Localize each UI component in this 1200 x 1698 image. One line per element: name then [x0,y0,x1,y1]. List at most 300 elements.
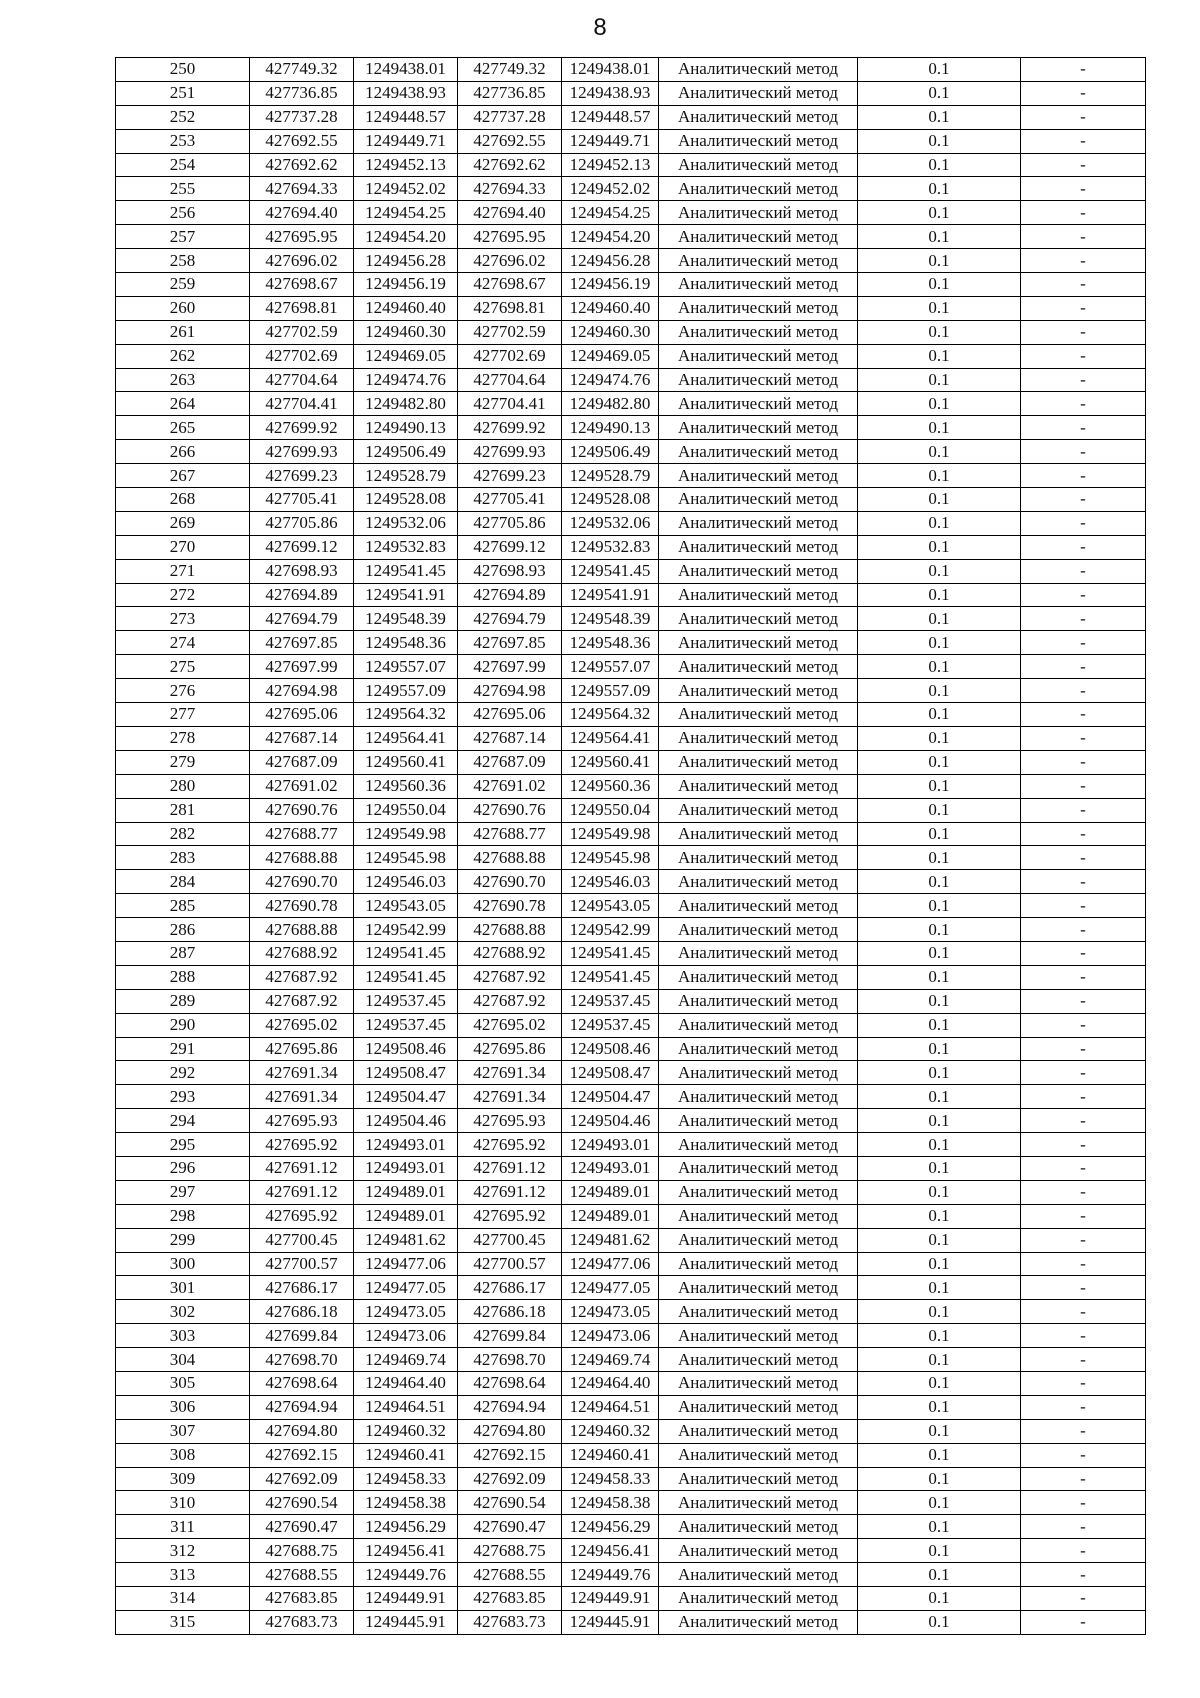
x-coord-cell: 427749.32 [250,58,354,82]
table-row [116,607,1146,631]
y-coord-copy-cell: 1249448.57 [562,105,659,129]
method-cell: Аналитический метод [659,1180,858,1204]
method-cell: Аналитический метод [659,1061,858,1085]
y-coord-copy-cell: 1249532.06 [562,511,659,535]
table-row [116,177,1146,201]
x-coord-copy-cell: 427704.41 [458,392,562,416]
point-number-cell: 296 [116,1156,250,1180]
y-coord-copy-cell: 1249560.36 [562,774,659,798]
point-number-cell: 278 [116,726,250,750]
x-coord-cell: 427683.85 [250,1587,354,1611]
note-cell: - [1021,273,1146,297]
x-coord-copy-cell: 427698.70 [458,1348,562,1372]
accuracy-cell: 0.1 [858,1348,1021,1372]
y-coord-cell: 1249560.36 [354,774,458,798]
x-coord-copy-cell: 427698.93 [458,559,562,583]
y-coord-cell: 1249490.13 [354,416,458,440]
y-coord-copy-cell: 1249438.93 [562,81,659,105]
method-cell: Аналитический метод [659,249,858,273]
note-cell: - [1021,1133,1146,1157]
x-coord-cell: 427705.41 [250,488,354,512]
table-row [116,1491,1146,1515]
accuracy-cell: 0.1 [858,440,1021,464]
x-coord-cell: 427736.85 [250,81,354,105]
y-coord-cell: 1249458.33 [354,1467,458,1491]
x-coord-cell: 427694.80 [250,1419,354,1443]
x-coord-copy-cell: 427692.55 [458,129,562,153]
y-coord-cell: 1249454.25 [354,201,458,225]
x-coord-copy-cell: 427690.54 [458,1491,562,1515]
accuracy-cell: 0.1 [858,105,1021,129]
accuracy-cell: 0.1 [858,1371,1021,1395]
table-row [116,249,1146,273]
method-cell: Аналитический метод [659,870,858,894]
y-coord-cell: 1249548.39 [354,607,458,631]
method-cell: Аналитический метод [659,320,858,344]
point-number-cell: 305 [116,1371,250,1395]
accuracy-cell: 0.1 [858,320,1021,344]
y-coord-cell: 1249449.76 [354,1563,458,1587]
note-cell: - [1021,1204,1146,1228]
y-coord-copy-cell: 1249477.05 [562,1276,659,1300]
accuracy-cell: 0.1 [858,583,1021,607]
y-coord-copy-cell: 1249550.04 [562,798,659,822]
table-row [116,774,1146,798]
point-number-cell: 266 [116,440,250,464]
y-coord-copy-cell: 1249469.74 [562,1348,659,1372]
y-coord-copy-cell: 1249541.45 [562,965,659,989]
note-cell: - [1021,703,1146,727]
method-cell: Аналитический метод [659,344,858,368]
x-coord-copy-cell: 427691.12 [458,1180,562,1204]
method-cell: Аналитический метод [659,1037,858,1061]
x-coord-cell: 427690.76 [250,798,354,822]
method-cell: Аналитический метод [659,273,858,297]
x-coord-cell: 427699.84 [250,1324,354,1348]
method-cell: Аналитический метод [659,225,858,249]
method-cell: Аналитический метод [659,1348,858,1372]
table-row [116,416,1146,440]
y-coord-cell: 1249489.01 [354,1180,458,1204]
note-cell: - [1021,58,1146,82]
accuracy-cell: 0.1 [858,58,1021,82]
accuracy-cell: 0.1 [858,1610,1021,1634]
method-cell: Аналитический метод [659,488,858,512]
y-coord-copy-cell: 1249473.06 [562,1324,659,1348]
point-number-cell: 306 [116,1395,250,1419]
accuracy-cell: 0.1 [858,368,1021,392]
note-cell: - [1021,1037,1146,1061]
page-number: 8 [593,14,607,41]
x-coord-copy-cell: 427690.76 [458,798,562,822]
table-row [116,798,1146,822]
table-row [116,1276,1146,1300]
table-body [116,58,1146,1635]
y-coord-copy-cell: 1249541.45 [562,941,659,965]
point-number-cell: 291 [116,1037,250,1061]
accuracy-cell: 0.1 [858,918,1021,942]
x-coord-cell: 427695.06 [250,703,354,727]
point-number-cell: 307 [116,1419,250,1443]
accuracy-cell: 0.1 [858,1300,1021,1324]
y-coord-copy-cell: 1249477.06 [562,1252,659,1276]
point-number-cell: 281 [116,798,250,822]
accuracy-cell: 0.1 [858,129,1021,153]
y-coord-copy-cell: 1249449.91 [562,1587,659,1611]
y-coord-copy-cell: 1249532.83 [562,535,659,559]
y-coord-copy-cell: 1249460.41 [562,1443,659,1467]
table-row [116,368,1146,392]
y-coord-cell: 1249564.41 [354,726,458,750]
x-coord-cell: 427704.64 [250,368,354,392]
y-coord-cell: 1249449.91 [354,1587,458,1611]
y-coord-copy-cell: 1249489.01 [562,1204,659,1228]
note-cell: - [1021,822,1146,846]
x-coord-copy-cell: 427687.92 [458,989,562,1013]
x-coord-copy-cell: 427694.33 [458,177,562,201]
note-cell: - [1021,1539,1146,1563]
x-coord-copy-cell: 427694.80 [458,1419,562,1443]
y-coord-copy-cell: 1249445.91 [562,1610,659,1634]
y-coord-cell: 1249541.45 [354,559,458,583]
x-coord-copy-cell: 427699.93 [458,440,562,464]
method-cell: Аналитический метод [659,846,858,870]
note-cell: - [1021,1348,1146,1372]
point-number-cell: 253 [116,129,250,153]
table-row [116,1133,1146,1157]
note-cell: - [1021,320,1146,344]
point-number-cell: 260 [116,296,250,320]
x-coord-cell: 427688.55 [250,1563,354,1587]
y-coord-copy-cell: 1249545.98 [562,846,659,870]
method-cell: Аналитический метод [659,941,858,965]
accuracy-cell: 0.1 [858,464,1021,488]
accuracy-cell: 0.1 [858,201,1021,225]
y-coord-copy-cell: 1249454.20 [562,225,659,249]
y-coord-copy-cell: 1249557.09 [562,679,659,703]
note-cell: - [1021,1156,1146,1180]
note-cell: - [1021,655,1146,679]
note-cell: - [1021,1228,1146,1252]
y-coord-copy-cell: 1249490.13 [562,416,659,440]
table-row [116,1587,1146,1611]
x-coord-copy-cell: 427697.85 [458,631,562,655]
x-coord-copy-cell: 427686.18 [458,1300,562,1324]
method-cell: Аналитический метод [659,965,858,989]
method-cell: Аналитический метод [659,1491,858,1515]
x-coord-cell: 427695.93 [250,1109,354,1133]
y-coord-cell: 1249545.98 [354,846,458,870]
note-cell: - [1021,965,1146,989]
y-coord-copy-cell: 1249458.38 [562,1491,659,1515]
accuracy-cell: 0.1 [858,1180,1021,1204]
x-coord-copy-cell: 427695.95 [458,225,562,249]
y-coord-copy-cell: 1249460.30 [562,320,659,344]
y-coord-cell: 1249460.41 [354,1443,458,1467]
table-row [116,440,1146,464]
accuracy-cell: 0.1 [858,1276,1021,1300]
note-cell: - [1021,488,1146,512]
y-coord-cell: 1249543.05 [354,894,458,918]
table-row [116,1443,1146,1467]
y-coord-cell: 1249537.45 [354,989,458,1013]
note-cell: - [1021,1515,1146,1539]
accuracy-cell: 0.1 [858,1228,1021,1252]
y-coord-cell: 1249460.30 [354,320,458,344]
y-coord-cell: 1249464.51 [354,1395,458,1419]
accuracy-cell: 0.1 [858,1587,1021,1611]
table-row [116,583,1146,607]
y-coord-copy-cell: 1249456.28 [562,249,659,273]
x-coord-cell: 427691.12 [250,1156,354,1180]
x-coord-cell: 427691.12 [250,1180,354,1204]
y-coord-copy-cell: 1249542.99 [562,918,659,942]
note-cell: - [1021,1587,1146,1611]
y-coord-cell: 1249456.28 [354,249,458,273]
x-coord-cell: 427688.77 [250,822,354,846]
accuracy-cell: 0.1 [858,153,1021,177]
method-cell: Аналитический метод [659,655,858,679]
y-coord-cell: 1249560.41 [354,750,458,774]
x-coord-cell: 427687.09 [250,750,354,774]
method-cell: Аналитический метод [659,1300,858,1324]
note-cell: - [1021,1300,1146,1324]
y-coord-cell: 1249449.71 [354,129,458,153]
table-row [116,511,1146,535]
y-coord-cell: 1249489.01 [354,1204,458,1228]
x-coord-copy-cell: 427694.94 [458,1395,562,1419]
y-coord-cell: 1249541.91 [354,583,458,607]
y-coord-cell: 1249550.04 [354,798,458,822]
y-coord-copy-cell: 1249460.32 [562,1419,659,1443]
point-number-cell: 276 [116,679,250,703]
table-row [116,1156,1146,1180]
table-row [116,464,1146,488]
x-coord-cell: 427688.88 [250,918,354,942]
method-cell: Аналитический метод [659,1252,858,1276]
point-number-cell: 252 [116,105,250,129]
y-coord-cell: 1249542.99 [354,918,458,942]
method-cell: Аналитический метод [659,1228,858,1252]
table-row [116,822,1146,846]
x-coord-cell: 427695.02 [250,1013,354,1037]
y-coord-copy-cell: 1249456.19 [562,273,659,297]
x-coord-copy-cell: 427694.40 [458,201,562,225]
x-coord-cell: 427691.02 [250,774,354,798]
table-row [116,1419,1146,1443]
y-coord-copy-cell: 1249506.49 [562,440,659,464]
coordinates-table [115,57,1146,1635]
x-coord-copy-cell: 427687.09 [458,750,562,774]
x-coord-copy-cell: 427695.92 [458,1133,562,1157]
y-coord-copy-cell: 1249454.25 [562,201,659,225]
x-coord-cell: 427700.57 [250,1252,354,1276]
note-cell: - [1021,726,1146,750]
x-coord-copy-cell: 427698.64 [458,1371,562,1395]
method-cell: Аналитический метод [659,750,858,774]
y-coord-copy-cell: 1249482.80 [562,392,659,416]
note-cell: - [1021,129,1146,153]
x-coord-cell: 427686.17 [250,1276,354,1300]
y-coord-cell: 1249549.98 [354,822,458,846]
accuracy-cell: 0.1 [858,273,1021,297]
accuracy-cell: 0.1 [858,1419,1021,1443]
x-coord-cell: 427699.23 [250,464,354,488]
note-cell: - [1021,1324,1146,1348]
note-cell: - [1021,1443,1146,1467]
y-coord-cell: 1249473.05 [354,1300,458,1324]
x-coord-cell: 427688.75 [250,1539,354,1563]
accuracy-cell: 0.1 [858,511,1021,535]
x-coord-cell: 427688.88 [250,846,354,870]
y-coord-cell: 1249557.09 [354,679,458,703]
y-coord-cell: 1249564.32 [354,703,458,727]
accuracy-cell: 0.1 [858,1443,1021,1467]
x-coord-cell: 427687.14 [250,726,354,750]
y-coord-copy-cell: 1249456.41 [562,1539,659,1563]
x-coord-cell: 427698.64 [250,1371,354,1395]
method-cell: Аналитический метод [659,1156,858,1180]
note-cell: - [1021,1085,1146,1109]
x-coord-cell: 427691.34 [250,1061,354,1085]
accuracy-cell: 0.1 [858,655,1021,679]
table-row [116,1563,1146,1587]
accuracy-cell: 0.1 [858,1085,1021,1109]
x-coord-cell: 427699.93 [250,440,354,464]
y-coord-cell: 1249532.83 [354,535,458,559]
x-coord-cell: 427702.59 [250,320,354,344]
table-row [116,201,1146,225]
x-coord-cell: 427692.09 [250,1467,354,1491]
point-number-cell: 254 [116,153,250,177]
accuracy-cell: 0.1 [858,870,1021,894]
accuracy-cell: 0.1 [858,1204,1021,1228]
accuracy-cell: 0.1 [858,1133,1021,1157]
x-coord-cell: 427694.89 [250,583,354,607]
method-cell: Аналитический метод [659,368,858,392]
y-coord-copy-cell: 1249460.40 [562,296,659,320]
y-coord-cell: 1249473.06 [354,1324,458,1348]
x-coord-cell: 427695.86 [250,1037,354,1061]
x-coord-copy-cell: 427697.99 [458,655,562,679]
y-coord-copy-cell: 1249504.46 [562,1109,659,1133]
y-coord-cell: 1249460.32 [354,1419,458,1443]
point-number-cell: 280 [116,774,250,798]
accuracy-cell: 0.1 [858,1156,1021,1180]
x-coord-copy-cell: 427694.98 [458,679,562,703]
x-coord-cell: 427697.99 [250,655,354,679]
table-row [116,870,1146,894]
y-coord-cell: 1249537.45 [354,1013,458,1037]
method-cell: Аналитический метод [659,1395,858,1419]
point-number-cell: 288 [116,965,250,989]
x-coord-copy-cell: 427749.32 [458,58,562,82]
note-cell: - [1021,1013,1146,1037]
method-cell: Аналитический метод [659,679,858,703]
accuracy-cell: 0.1 [858,1539,1021,1563]
y-coord-cell: 1249452.02 [354,177,458,201]
point-number-cell: 285 [116,894,250,918]
point-number-cell: 308 [116,1443,250,1467]
table-row [116,941,1146,965]
y-coord-cell: 1249474.76 [354,368,458,392]
point-number-cell: 290 [116,1013,250,1037]
note-cell: - [1021,559,1146,583]
y-coord-copy-cell: 1249548.36 [562,631,659,655]
point-number-cell: 299 [116,1228,250,1252]
y-coord-copy-cell: 1249557.07 [562,655,659,679]
x-coord-copy-cell: 427700.45 [458,1228,562,1252]
x-coord-copy-cell: 427695.86 [458,1037,562,1061]
table-row [116,273,1146,297]
note-cell: - [1021,918,1146,942]
point-number-cell: 251 [116,81,250,105]
y-coord-cell: 1249541.45 [354,965,458,989]
accuracy-cell: 0.1 [858,535,1021,559]
y-coord-copy-cell: 1249564.32 [562,703,659,727]
x-coord-cell: 427692.15 [250,1443,354,1467]
x-coord-copy-cell: 427688.92 [458,941,562,965]
table-row [116,1610,1146,1634]
point-number-cell: 261 [116,320,250,344]
table-row [116,1467,1146,1491]
note-cell: - [1021,1109,1146,1133]
point-number-cell: 265 [116,416,250,440]
accuracy-cell: 0.1 [858,392,1021,416]
x-coord-cell: 427704.41 [250,392,354,416]
method-cell: Аналитический метод [659,989,858,1013]
table-row [116,153,1146,177]
point-number-cell: 274 [116,631,250,655]
y-coord-copy-cell: 1249452.02 [562,177,659,201]
x-coord-copy-cell: 427696.02 [458,249,562,273]
y-coord-copy-cell: 1249541.91 [562,583,659,607]
x-coord-cell: 427698.93 [250,559,354,583]
y-coord-cell: 1249508.46 [354,1037,458,1061]
note-cell: - [1021,846,1146,870]
table-row [116,1371,1146,1395]
x-coord-cell: 427698.70 [250,1348,354,1372]
method-cell: Аналитический метод [659,1587,858,1611]
table-row [116,296,1146,320]
point-number-cell: 270 [116,535,250,559]
accuracy-cell: 0.1 [858,177,1021,201]
x-coord-cell: 427690.70 [250,870,354,894]
table-row [116,1013,1146,1037]
y-coord-copy-cell: 1249464.51 [562,1395,659,1419]
point-number-cell: 295 [116,1133,250,1157]
note-cell: - [1021,607,1146,631]
y-coord-cell: 1249528.08 [354,488,458,512]
y-coord-cell: 1249469.74 [354,1348,458,1372]
x-coord-copy-cell: 427690.78 [458,894,562,918]
method-cell: Аналитический метод [659,153,858,177]
point-number-cell: 311 [116,1515,250,1539]
method-cell: Аналитический метод [659,726,858,750]
y-coord-copy-cell: 1249541.45 [562,559,659,583]
x-coord-copy-cell: 427698.67 [458,273,562,297]
method-cell: Аналитический метод [659,559,858,583]
x-coord-copy-cell: 427686.17 [458,1276,562,1300]
point-number-cell: 259 [116,273,250,297]
x-coord-copy-cell: 427695.02 [458,1013,562,1037]
method-cell: Аналитический метод [659,296,858,320]
accuracy-cell: 0.1 [858,1515,1021,1539]
point-number-cell: 279 [116,750,250,774]
y-coord-cell: 1249456.19 [354,273,458,297]
y-coord-cell: 1249477.05 [354,1276,458,1300]
point-number-cell: 258 [116,249,250,273]
